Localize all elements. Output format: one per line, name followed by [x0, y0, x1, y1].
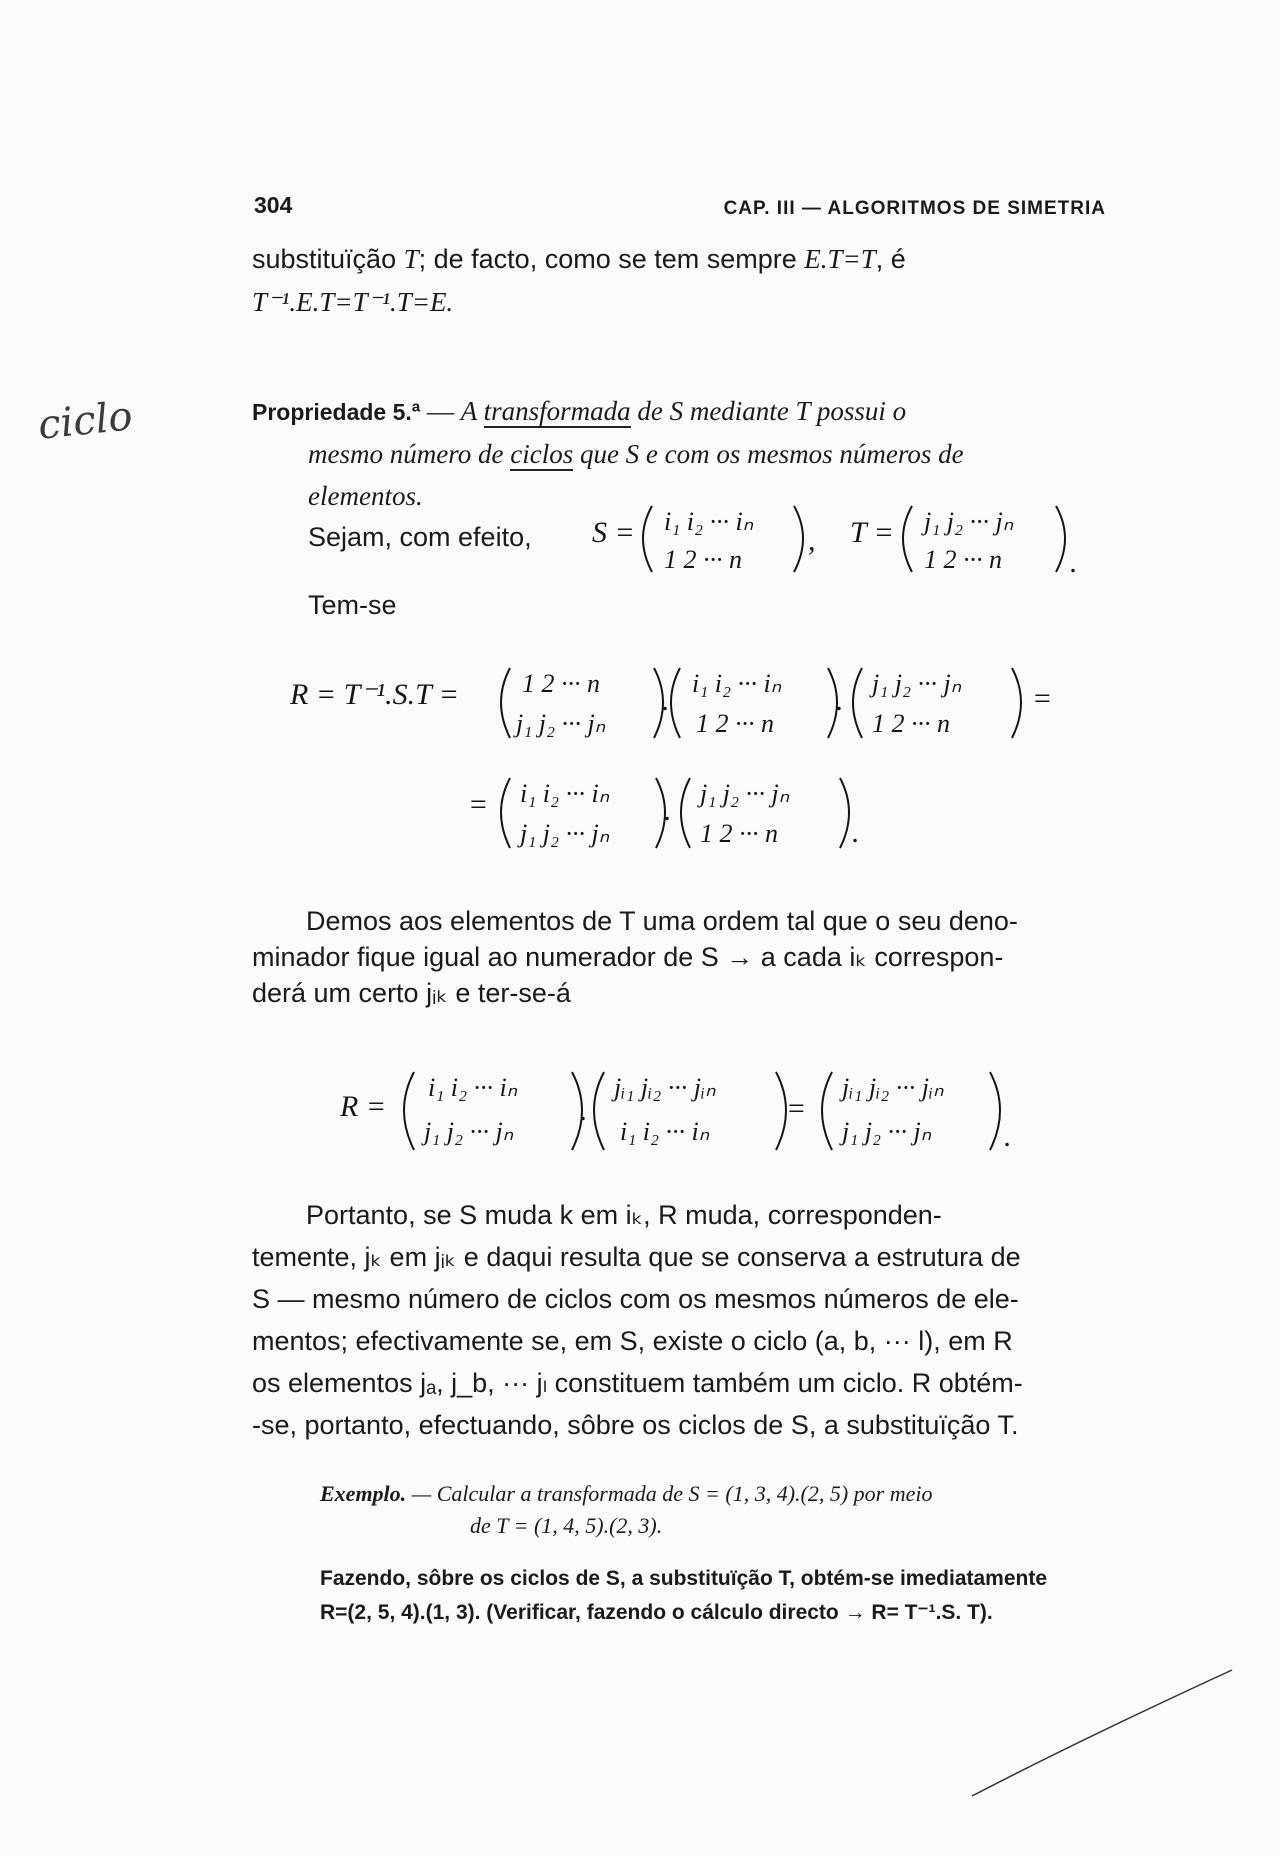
- sejam-T-lhs: T =: [850, 516, 894, 549]
- intro-line2: T⁻¹.E.T=T⁻¹.T=E.: [252, 287, 454, 317]
- portanto-line2: temente, jₖ em jᵢₖ e daqui resulta que se conserva a estrutura de: [252, 1242, 1021, 1272]
- portanto-line5: os elementos jₐ, j_b, ··· jₗ constituem também um ciclo. R obtém-: [252, 1368, 1023, 1398]
- portanto-line4: mentos; efectivamente se, em S, existe o ciclo (a, b, ··· l), em R: [252, 1326, 1013, 1356]
- sejam-S-bot: 1 2 ··· n: [664, 545, 742, 574]
- demos-line2: minador fique igual ao numerador de S → a cada iₖ correspon-: [252, 942, 1004, 972]
- eq1-m3-top: j₁ j₂ ··· jₙ: [872, 669, 962, 698]
- eq3-lhs: R =: [340, 1090, 387, 1123]
- svg-text:.: .: [1070, 546, 1078, 579]
- portanto-line3: S — mesmo número de ciclos com os mesmos números de ele-: [252, 1284, 1019, 1314]
- example-line1: — Calcular a transformada de S = (1, 3, 4).(2, 5) por meio: [406, 1481, 933, 1506]
- eq3-m2-top: jᵢ₁ jᵢ₂ ··· jᵢₙ: [614, 1073, 716, 1102]
- eq1-m3-bot: 1 2 ··· n: [872, 709, 950, 738]
- sejam-S-lhs: S =: [592, 516, 635, 549]
- eq1-lhs: R = T⁻¹.S.T =: [290, 678, 459, 711]
- portanto-line6: -se, portanto, efectuando, sôbre os ciclos de S, a substituïção T.: [252, 1410, 1019, 1440]
- paren-left: [643, 506, 652, 572]
- underlined-ciclos: ciclos: [510, 439, 574, 469]
- temse-text: Tem-se: [308, 590, 397, 620]
- fazendo-paragraph: [320, 1562, 1104, 1630]
- svg-text:=: =: [1032, 682, 1053, 715]
- property-statement: Propriedade 5.ª — A transformada de S mediante T possui o mesmo número de ciclos que S e com os mesmos números de elementos.: [252, 396, 964, 511]
- eq1-m1-bot: j₁ j₂ ··· jₙ: [516, 709, 606, 738]
- paren-right: [794, 506, 803, 572]
- eq1-m1-top: 1 2 ··· n: [522, 669, 600, 698]
- svg-text:,: ,: [808, 524, 816, 557]
- eq2-m2-bot: 1 2 ··· n: [700, 819, 778, 848]
- eq3-m1-top: i₁ i₂ ··· iₙ: [428, 1073, 518, 1102]
- portanto-line1: Portanto, se S muda k em iₖ, R muda, corresponden-: [306, 1200, 942, 1230]
- pencil-stroke: [972, 1670, 1232, 1796]
- sejam-T-top: j₁ j₂ ··· jₙ: [924, 507, 1014, 536]
- svg-text:=: =: [468, 788, 489, 821]
- svg-text:.: .: [836, 684, 844, 717]
- svg-text:.: .: [1004, 1120, 1012, 1153]
- sejam-T-bot: 1 2 ··· n: [924, 545, 1002, 574]
- example-line2: de T = (1, 4, 5).(2, 3).: [470, 1513, 663, 1538]
- eq3-m3-top: jᵢ₁ jᵢ₂ ··· jᵢₙ: [842, 1073, 944, 1102]
- paren-left: [903, 506, 912, 572]
- eq1-m2-bot: 1 2 ··· n: [696, 709, 774, 738]
- intro-line1: substituïção T; de facto, como se tem sempre E.T=T, é: [252, 244, 906, 274]
- eq3-m2-bot: i₁ i₂ ··· iₙ: [620, 1117, 710, 1146]
- eq3-m1-bot: j₁ j₂ ··· jₙ: [424, 1117, 514, 1146]
- sejam-text: Sejam, com efeito,: [308, 522, 532, 552]
- svg-text:.: .: [580, 1094, 588, 1127]
- demos-line3: derá um certo jᵢₖ e ter-se-á: [252, 978, 571, 1008]
- svg-text:.: .: [662, 684, 670, 717]
- example-block: [320, 1478, 1100, 1542]
- example-label: Exemplo.: [320, 1481, 407, 1506]
- fazendo-line2: R=(2, 5, 4).(1, 3). (Verificar, fazendo o cálculo directo → R= T⁻¹.S. T).: [320, 1601, 993, 1624]
- eq2-m1-top: i₁ i₂ ··· iₙ: [520, 779, 610, 808]
- sejam-S-top: i₁ i₂ ··· iₙ: [664, 507, 754, 536]
- underlined-transformada: transformada: [483, 396, 631, 426]
- svg-text:.: .: [852, 816, 860, 849]
- demos-line1: Demos aos elementos de T uma ordem tal que o seu deno-: [306, 906, 1018, 936]
- paren-right: [1056, 506, 1065, 572]
- eq2-m2-top: j₁ j₂ ··· jₙ: [700, 779, 790, 808]
- eq2-m1-bot: j₁ j₂ ··· jₙ: [520, 819, 610, 848]
- eq1-m2-top: i₁ i₂ ··· iₙ: [692, 669, 782, 698]
- running-head: CAP. III — ALGORITMOS DE SIMETRIA: [723, 198, 1106, 219]
- fazendo-line1: Fazendo, sôbre os ciclos de S, a substituïção T, obtém-se imediatamente: [320, 1567, 1048, 1590]
- eq3-m3-bot: j₁ j₂ ··· jₙ: [842, 1117, 932, 1146]
- svg-text:.: .: [664, 794, 672, 827]
- property-label: Propriedade 5.ª: [252, 399, 421, 425]
- page-number: 304: [254, 192, 293, 218]
- svg-text:=: =: [786, 1092, 807, 1125]
- handwritten-margin-note: ciclo: [35, 393, 135, 449]
